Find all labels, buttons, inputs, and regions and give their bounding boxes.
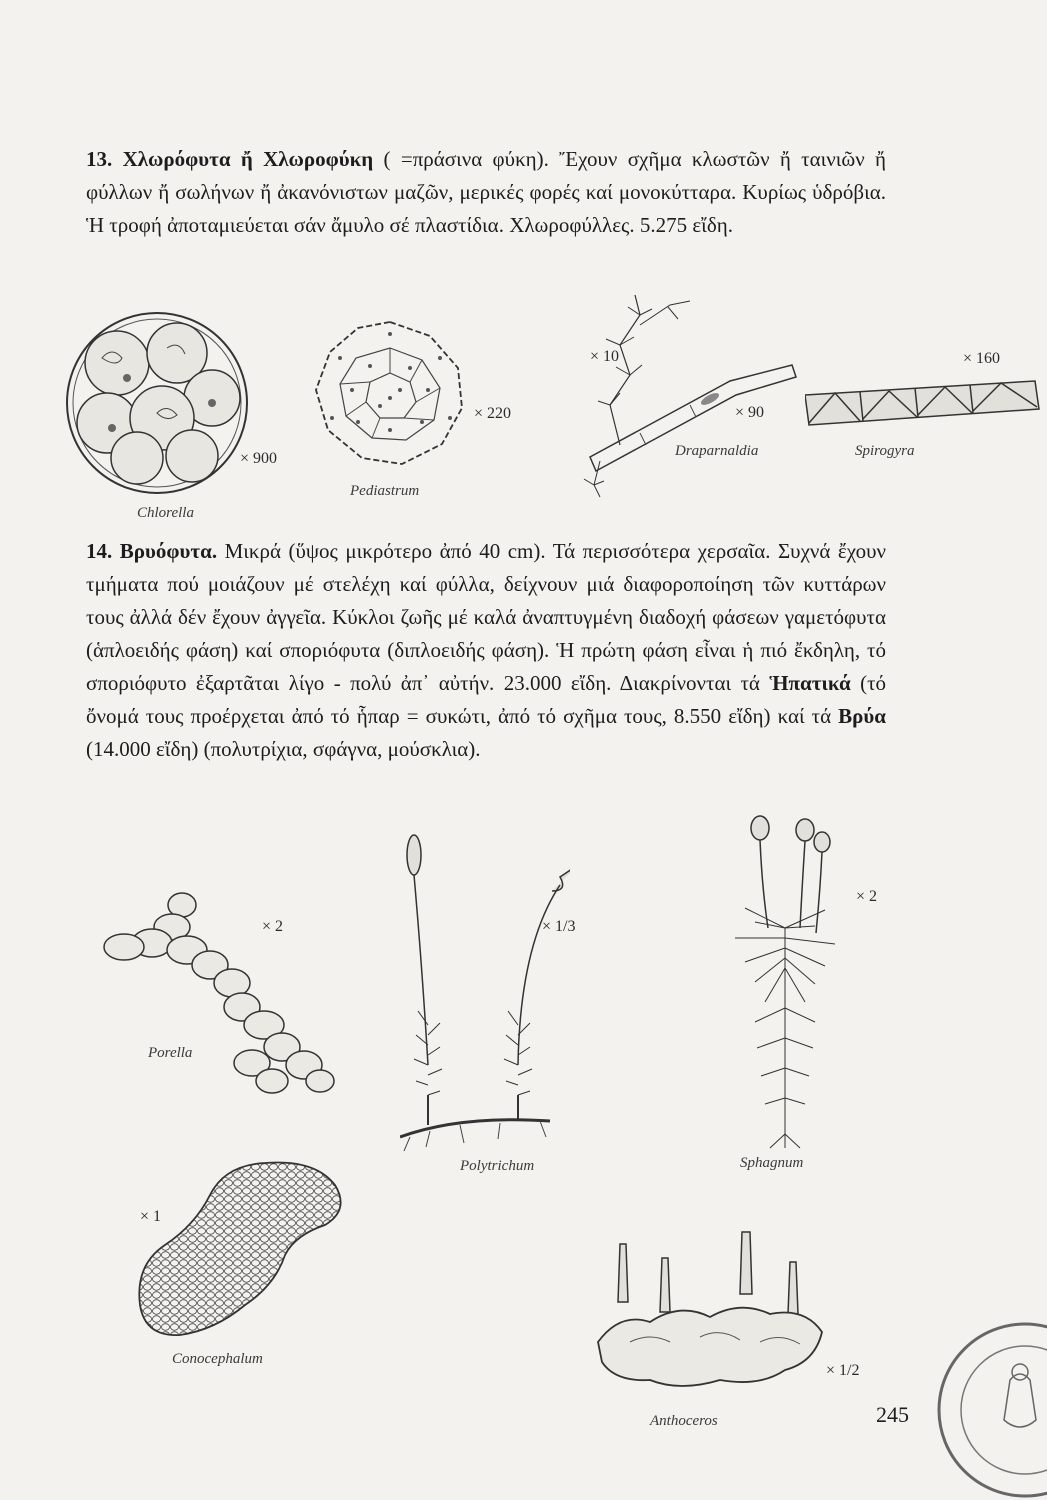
pediastrum-illustration [310, 318, 470, 468]
anthoceros-illustration [590, 1222, 830, 1397]
sphagnum-label: Sphagnum [740, 1155, 804, 1171]
library-stamp [930, 1320, 1047, 1500]
section-14-text-3: (14.000 εἴδη) (πολυτρίχια, σφάγνα, μούσκλια). [86, 737, 481, 761]
pediastrum-label: Pediastrum [350, 483, 420, 499]
anthoceros-label: Anthoceros [650, 1413, 718, 1429]
section-13-number: 13. [86, 147, 113, 171]
section-13-paragraph [86, 143, 886, 242]
porella-label: Porella [148, 1045, 193, 1061]
draparnaldia-inset-magnification: × 10 [590, 348, 620, 365]
chlorella-illustration [62, 308, 252, 498]
section-14-term-hepatics: Ἡπατικά [769, 671, 851, 695]
conocephalum-magnification: × 1 [140, 1208, 162, 1225]
section-14-paragraph [86, 535, 886, 766]
section-14-term-mosses: Βρύα [838, 704, 886, 728]
sphagnum-magnification: × 2 [856, 888, 878, 905]
sphagnum-illustration [690, 808, 860, 1153]
porella-magnification: × 2 [262, 918, 284, 935]
section-14-text-2: (τό ὄνομά τους προέρχεται ἀπό τό ἧπαρ = συκώτι, ἀπό τό σχῆμα τους, 8.550 εἴδη) καί τά [86, 671, 887, 728]
polytrichum-magnification: × 1/3 [542, 918, 576, 935]
polytrichum-label: Polytrichum [460, 1158, 535, 1174]
conocephalum-label: Conocephalum [172, 1351, 263, 1367]
draparnaldia-illustration [580, 285, 810, 500]
spirogyra-label: Spirogyra [855, 443, 915, 459]
section-14-title: Βρυόφυτα. [119, 539, 218, 563]
anthoceros-magnification: × 1/2 [826, 1362, 860, 1379]
page-number: 245 [876, 1402, 909, 1427]
chlorella-magnification: × 900 [240, 450, 278, 467]
spirogyra-illustration [805, 375, 1045, 435]
draparnaldia-label: Draparnaldia [675, 443, 759, 459]
conocephalum-illustration [125, 1155, 355, 1345]
chlorella-label: Chlorella [137, 505, 194, 521]
draparnaldia-magnification: × 90 [735, 404, 765, 421]
section-13-title: Χλωρόφυτα ἤ Χλωροφύκη [122, 147, 374, 171]
section-13-text: ( =πράσινα φύκη). Ἔχουν σχῆμα κλωστῶν ἤ ταινιῶν ἤ φύλλων ἤ σωλήνων ἤ ἀκανόνιστων μαζῶν, μερικές φορές καί μονοκύτταρα. Κυρίως ὑδρόβια. Ἡ τροφή ἀποταμιεύεται σάν ἄμυλο σέ πλαστίδια. Χλωροφύλλες. 5.275 εἴδη. [86, 147, 887, 237]
section-14-text-1: Μικρά (ὕψος μικρότερο ἀπό 40 cm). Τά περισσότερα χερσαῖα. Συχνά ἔχουν τμήματα πού μοιάζουν μέ στελέχη καί φύλλα, δείχνουν μιά διαφοροποίηση τῶν κυττάρων τους ἀλλά δέν ἔχουν ἀγγεῖα. Κύκλοι ζωῆς μέ καλά ἀναπτυγμένη διαδοχή φάσεων γαμετόφυτα (ἁπλοειδής φάση) καί σποριόφυτα (διπλοειδής φάση). Ἡ πρώτη φάση εἶναι ἡ πιό ἔκδηλη, τό σποριόφυτο ἐξαρτᾶται λίγο - πολύ ἀπ᾽ αὐτήν. 23.000 εἴδη. Διακρίνονται τά [86, 539, 886, 695]
section-14-number: 14. [86, 539, 113, 563]
polytrichum-illustration [400, 825, 570, 1155]
pediastrum-magnification: × 220 [474, 405, 512, 422]
porella-illustration [92, 885, 342, 1100]
spirogyra-magnification: × 160 [963, 350, 1001, 367]
